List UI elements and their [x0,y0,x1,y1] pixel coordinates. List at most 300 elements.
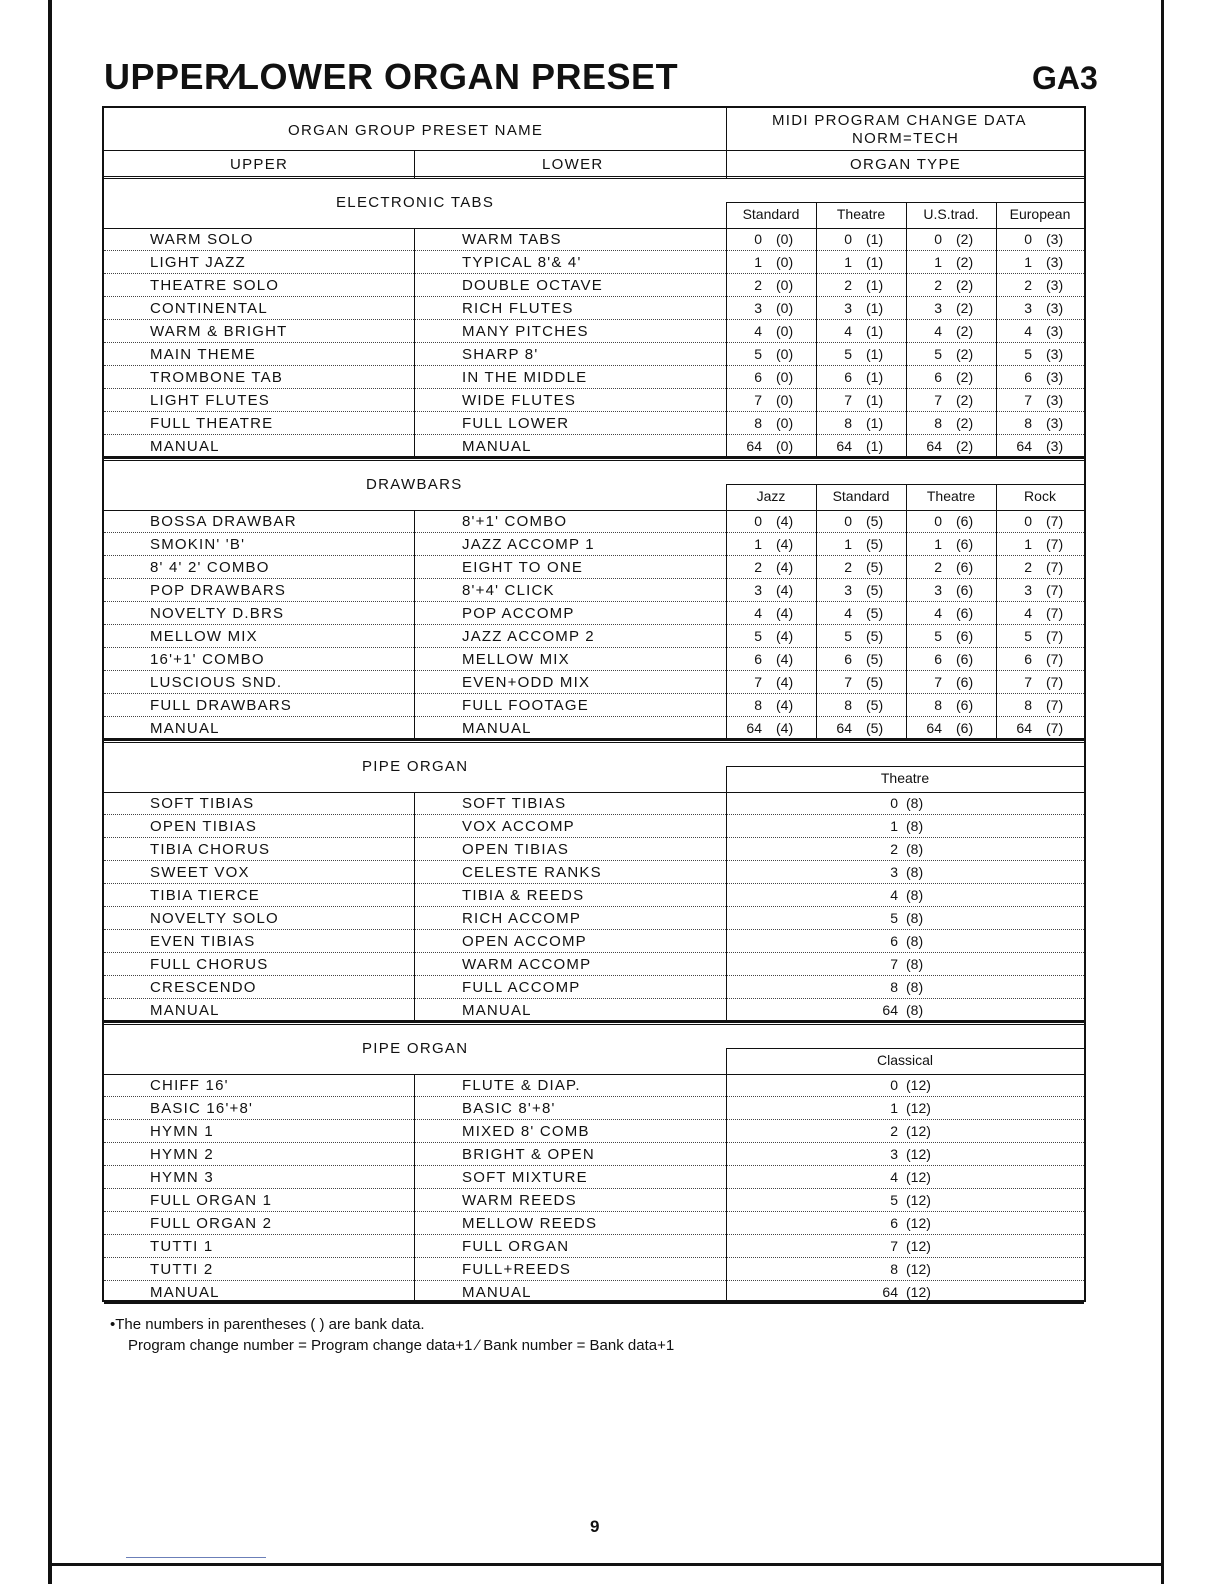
type-header-line [726,484,1084,485]
organ-type-header: Standard [742,206,800,222]
program-change-value: 6 [754,369,762,385]
program-change-value: 5 [754,628,762,644]
program-change-value: 5 [934,346,942,362]
bank-value: (7) [1046,559,1064,575]
bank-value: (8) [906,887,924,903]
table-row [104,861,1084,884]
program-change-value: 0 [1024,231,1032,247]
program-change-value: 8 [844,697,852,713]
program-change-value: 6 [844,369,852,385]
table-row [104,274,1084,297]
lower-preset-name: SOFT MIXTURE [462,1169,588,1186]
program-change-value: 6 [934,651,942,667]
footnote-line2: Program change number = Program change data+1 ∕ Bank number = Bank data+1 [128,1337,675,1354]
program-change-value: 3 [1024,582,1032,598]
lower-preset-name: MIXED 8' COMB [462,1123,590,1140]
section-title: PIPE ORGAN [362,758,469,775]
program-change-value: 2 [844,559,852,575]
program-change-value: 2 [890,1123,898,1139]
page-edge-bottom [48,1563,1164,1566]
program-change-value: 8 [754,697,762,713]
upper-preset-name: 16'+1' COMBO [150,651,265,668]
lower-preset-name: 8'+1' COMBO [462,513,568,530]
upper-preset-name: BASIC 16'+8' [150,1100,254,1117]
bank-value: (6) [956,559,974,575]
program-change-value: 7 [844,674,852,690]
page-number: 9 [590,1517,600,1536]
table-row [104,815,1084,838]
program-change-value: 0 [890,1077,898,1093]
bank-value: (2) [956,300,974,316]
organ-type-header: European [1009,206,1071,222]
upper-preset-name: OPEN TIBIAS [150,818,258,835]
program-change-value: 64 [836,720,852,736]
program-change-value: 0 [844,513,852,529]
bank-value: (7) [1046,697,1064,713]
bank-value: (12) [906,1077,931,1093]
lower-preset-name: SOFT TIBIAS [462,795,567,812]
program-change-value: 7 [1024,392,1032,408]
program-change-value: 2 [844,277,852,293]
table-row [104,1074,1084,1097]
program-change-value: 4 [844,323,852,339]
upper-preset-name: 8' 4' 2' COMBO [150,559,270,576]
header-organ-type: ORGAN TYPE [850,156,962,173]
table-row [104,930,1084,953]
program-change-value: 6 [890,933,898,949]
bank-value: (12) [906,1215,931,1231]
bank-value: (2) [956,254,974,270]
upper-preset-name: WARM & BRIGHT [150,323,288,340]
table-row [104,717,1084,740]
table-row [104,389,1084,412]
bank-value: (8) [906,933,924,949]
program-change-value: 4 [934,605,942,621]
header-midi-line1: MIDI PROGRAM CHANGE DATA [772,112,1027,129]
lower-preset-name: MANY PITCHES [462,323,589,340]
organ-type-header: Theatre [836,206,886,222]
upper-preset-name: HYMN 1 [150,1123,214,1140]
table-row [104,228,1084,251]
type-header-line [726,766,1084,767]
bank-value: (12) [906,1284,931,1300]
lower-preset-name: MANUAL [462,438,532,455]
program-change-value: 64 [746,720,762,736]
page-edge-right [1161,0,1164,1584]
table-row [104,1258,1084,1281]
bank-value: (3) [1046,277,1064,293]
table-row [104,343,1084,366]
upper-preset-name: MANUAL [150,1002,220,1019]
bank-value: (1) [866,231,884,247]
bank-value: (4) [776,536,794,552]
bank-value: (0) [776,300,794,316]
upper-preset-name: HYMN 3 [150,1169,214,1186]
program-change-value: 8 [934,415,942,431]
lower-preset-name: JAZZ ACCOMP 1 [462,536,595,553]
program-change-value: 8 [1024,415,1032,431]
organ-type-header: Standard [832,488,890,504]
program-change-value: 64 [1016,438,1032,454]
lower-preset-name: WIDE FLUTES [462,392,577,409]
bank-value: (4) [776,720,794,736]
lower-preset-name: EIGHT TO ONE [462,559,584,576]
upper-preset-name: TUTTI 2 [150,1261,214,1278]
program-change-value: 64 [746,438,762,454]
program-change-value: 64 [882,1002,898,1018]
program-change-value: 3 [844,582,852,598]
organ-type-header: U.S.trad. [923,206,979,222]
program-change-value: 3 [754,300,762,316]
lower-preset-name: RICH FLUTES [462,300,574,317]
program-change-value: 64 [926,438,942,454]
header-group-name: ORGAN GROUP PRESET NAME [288,122,544,139]
lower-preset-name: FULL+REEDS [462,1261,572,1278]
lower-preset-name: IN THE MIDDLE [462,369,588,386]
upper-preset-name: WARM SOLO [150,231,254,248]
lower-preset-name: VOX ACCOMP [462,818,575,835]
upper-preset-name: LIGHT JAZZ [150,254,246,271]
program-change-value: 0 [754,513,762,529]
program-change-value: 8 [1024,697,1032,713]
bank-value: (12) [906,1146,931,1162]
bank-value: (5) [866,697,884,713]
bank-value: (4) [776,605,794,621]
header-upper: UPPER [230,156,289,173]
program-change-value: 5 [890,1192,898,1208]
table-row [104,320,1084,343]
bank-value: (12) [906,1261,931,1277]
bank-value: (2) [956,415,974,431]
bank-value: (3) [1046,369,1064,385]
bank-value: (2) [956,438,974,454]
upper-preset-name: FULL CHORUS [150,956,269,973]
upper-preset-name: TUTTI 1 [150,1238,214,1255]
program-change-value: 2 [754,277,762,293]
bank-value: (7) [1046,720,1064,736]
bank-value: (7) [1046,513,1064,529]
bank-value: (12) [906,1169,931,1185]
bank-value: (3) [1046,300,1064,316]
program-change-value: 64 [836,438,852,454]
page-title: UPPER∕LOWER ORGAN PRESET [104,56,679,97]
program-change-value: 3 [890,1146,898,1162]
lower-preset-name: JAZZ ACCOMP 2 [462,628,595,645]
lower-preset-name: TIBIA & REEDS [462,887,585,904]
program-change-value: 3 [890,864,898,880]
header-vline-upper [414,150,415,178]
upper-preset-name: FULL ORGAN 1 [150,1192,273,1209]
lower-preset-name: FULL LOWER [462,415,570,432]
bank-value: (8) [906,864,924,880]
table-row [104,999,1084,1022]
upper-preset-name: BOSSA DRAWBAR [150,513,297,530]
bank-value: (5) [866,605,884,621]
bank-value: (7) [1046,651,1064,667]
table-row [104,366,1084,389]
program-change-value: 7 [890,956,898,972]
program-change-value: 5 [844,346,852,362]
lower-preset-name: BRIGHT & OPEN [462,1146,595,1163]
program-change-value: 6 [934,369,942,385]
page-code: GA3 [1032,60,1098,96]
bank-value: (4) [776,674,794,690]
organ-type-header: Theatre [926,488,976,504]
program-change-value: 1 [754,254,762,270]
program-change-value: 8 [754,415,762,431]
lower-preset-name: FULL ORGAN [462,1238,570,1255]
table-row [104,976,1084,999]
program-change-value: 4 [844,605,852,621]
upper-preset-name: CRESCENDO [150,979,257,996]
section-separator [104,458,1084,461]
upper-preset-name: POP DRAWBARS [150,582,287,599]
program-change-value: 6 [1024,651,1032,667]
bank-value: (0) [776,254,794,270]
program-change-value: 8 [934,697,942,713]
program-change-value: 7 [890,1238,898,1254]
program-change-value: 6 [844,651,852,667]
program-change-value: 7 [934,674,942,690]
table-row [104,533,1084,556]
bank-value: (0) [776,277,794,293]
program-change-value: 5 [934,628,942,644]
program-change-value: 4 [890,887,898,903]
bank-value: (2) [956,392,974,408]
program-change-value: 2 [1024,277,1032,293]
bank-value: (6) [956,697,974,713]
type-header-line [726,202,1084,203]
bank-value: (7) [1046,628,1064,644]
program-change-value: 8 [844,415,852,431]
upper-preset-name: NOVELTY SOLO [150,910,279,927]
program-change-value: 1 [934,254,942,270]
program-change-value: 6 [754,651,762,667]
bank-value: (0) [776,323,794,339]
upper-preset-name: MANUAL [150,1284,220,1301]
bank-value: (3) [1046,323,1064,339]
program-change-value: 7 [1024,674,1032,690]
table-row [104,1235,1084,1258]
program-change-value: 0 [844,231,852,247]
upper-preset-name: TIBIA CHORUS [150,841,271,858]
bank-value: (5) [866,513,884,529]
program-change-value: 4 [1024,605,1032,621]
bank-value: (5) [866,720,884,736]
bank-value: (8) [906,841,924,857]
table-row [104,625,1084,648]
lower-preset-name: 8'+4' CLICK [462,582,555,599]
upper-preset-name: MELLOW MIX [150,628,258,645]
bank-value: (2) [956,277,974,293]
bank-value: (1) [866,438,884,454]
bank-value: (2) [956,346,974,362]
type-header-line [726,1048,1084,1049]
bank-value: (6) [956,536,974,552]
lower-preset-name: FULL FOOTAGE [462,697,589,714]
bank-value: (6) [956,605,974,621]
header-divider-2 [104,176,1084,179]
bank-value: (5) [866,651,884,667]
lower-preset-name: WARM ACCOMP [462,956,592,973]
program-change-value: 0 [754,231,762,247]
lower-preset-name: BASIC 8'+8' [462,1100,556,1117]
table-row [104,412,1084,435]
bank-value: (0) [776,346,794,362]
upper-preset-name: MANUAL [150,438,220,455]
bank-value: (12) [906,1123,931,1139]
upper-preset-name: TROMBONE TAB [150,369,284,386]
program-change-value: 0 [934,231,942,247]
bank-value: (6) [956,513,974,529]
program-change-value: 2 [934,277,942,293]
bank-value: (2) [956,369,974,385]
program-change-value: 7 [754,392,762,408]
footnotes [110,1314,674,1356]
program-change-value: 1 [934,536,942,552]
table-row [104,694,1084,717]
program-change-value: 4 [890,1169,898,1185]
upper-preset-name: TIBIA TIERCE [150,887,260,904]
program-change-value: 1 [1024,254,1032,270]
bank-value: (4) [776,559,794,575]
section-title: DRAWBARS [366,476,463,493]
table-row [104,838,1084,861]
program-change-value: 1 [1024,536,1032,552]
lower-preset-name: MANUAL [462,1002,532,1019]
program-change-value: 2 [754,559,762,575]
table-row [104,556,1084,579]
bank-value: (0) [776,392,794,408]
table-row [104,671,1084,694]
table-row [104,602,1084,625]
bank-value: (5) [866,674,884,690]
bank-value: (1) [866,254,884,270]
upper-preset-name: CONTINENTAL [150,300,268,317]
lower-preset-name: POP ACCOMP [462,605,575,622]
table-row [104,510,1084,533]
bank-value: (7) [1046,605,1064,621]
table-row [104,1097,1084,1120]
program-change-value: 5 [1024,346,1032,362]
program-change-value: 5 [754,346,762,362]
bank-value: (1) [866,277,884,293]
bank-value: (0) [776,369,794,385]
program-change-value: 0 [934,513,942,529]
program-change-value: 64 [926,720,942,736]
lower-preset-name: WARM REEDS [462,1192,577,1209]
organ-type-header: Jazz [756,488,786,504]
program-change-value: 3 [934,300,942,316]
program-change-value: 5 [844,628,852,644]
upper-preset-name: FULL ORGAN 2 [150,1215,273,1232]
program-change-value: 6 [890,1215,898,1231]
organ-type-header: Classical [876,1052,933,1068]
table-row [104,251,1084,274]
table-row [104,884,1084,907]
bank-value: (1) [866,346,884,362]
bank-value: (5) [866,628,884,644]
section-separator [104,740,1084,743]
bank-value: (5) [866,559,884,575]
bank-value: (8) [906,956,924,972]
program-change-value: 2 [934,559,942,575]
upper-preset-name: FULL THEATRE [150,415,274,432]
bank-value: (7) [1046,674,1064,690]
preset-table [102,106,1086,1302]
program-change-value: 6 [1024,369,1032,385]
bank-value: (8) [906,1002,924,1018]
header-vline-mid [726,108,727,178]
program-change-value: 3 [1024,300,1032,316]
lower-preset-name: MANUAL [462,720,532,737]
upper-preset-name: FULL DRAWBARS [150,697,293,714]
header-midi-line2: NORM=TECH [852,130,960,147]
table-row [104,1120,1084,1143]
program-change-value: 7 [754,674,762,690]
table-row [104,792,1084,815]
table-row [104,1143,1084,1166]
program-change-value: 3 [934,582,942,598]
bank-value: (6) [956,628,974,644]
bank-value: (0) [776,438,794,454]
upper-preset-name: HYMN 2 [150,1146,214,1163]
upper-preset-name: SOFT TIBIAS [150,795,255,812]
upper-preset-name: SMOKIN' 'B' [150,536,246,553]
program-change-value: 0 [890,795,898,811]
program-change-value: 7 [844,392,852,408]
bank-value: (6) [956,720,974,736]
lower-preset-name: RICH ACCOMP [462,910,582,927]
bank-value: (6) [956,651,974,667]
bank-value: (12) [906,1192,931,1208]
bank-value: (6) [956,582,974,598]
program-change-value: 1 [890,818,898,834]
bank-value: (8) [906,818,924,834]
upper-preset-name: EVEN TIBIAS [150,933,256,950]
upper-preset-name: CHIFF 16' [150,1077,229,1094]
bank-value: (3) [1046,438,1064,454]
section-separator [104,1022,1084,1025]
section-title: ELECTRONIC TABS [336,194,495,211]
bank-value: (1) [866,369,884,385]
lower-preset-name: WARM TABS [462,231,562,248]
bank-value: (12) [906,1238,931,1254]
program-change-value: 2 [1024,559,1032,575]
bank-value: (5) [866,582,884,598]
table-row [104,648,1084,671]
table-row [104,1189,1084,1212]
header-lower: LOWER [542,156,604,173]
upper-preset-name: SWEET VOX [150,864,250,881]
bank-value: (4) [776,582,794,598]
section-title: PIPE ORGAN [362,1040,469,1057]
program-change-value: 1 [844,536,852,552]
lower-preset-name: FLUTE & DIAP. [462,1077,581,1094]
bank-value: (8) [906,910,924,926]
program-change-value: 3 [844,300,852,316]
lower-preset-name: FULL ACCOMP [462,979,581,996]
bank-value: (5) [866,536,884,552]
upper-preset-name: NOVELTY D.BRS [150,605,285,622]
program-change-value: 4 [934,323,942,339]
lower-preset-name: CELESTE RANKS [462,864,602,881]
upper-preset-name: MAIN THEME [150,346,256,363]
header-divider-1 [104,150,1084,151]
bank-value: (1) [866,300,884,316]
table-row [104,953,1084,976]
upper-preset-name: MANUAL [150,720,220,737]
